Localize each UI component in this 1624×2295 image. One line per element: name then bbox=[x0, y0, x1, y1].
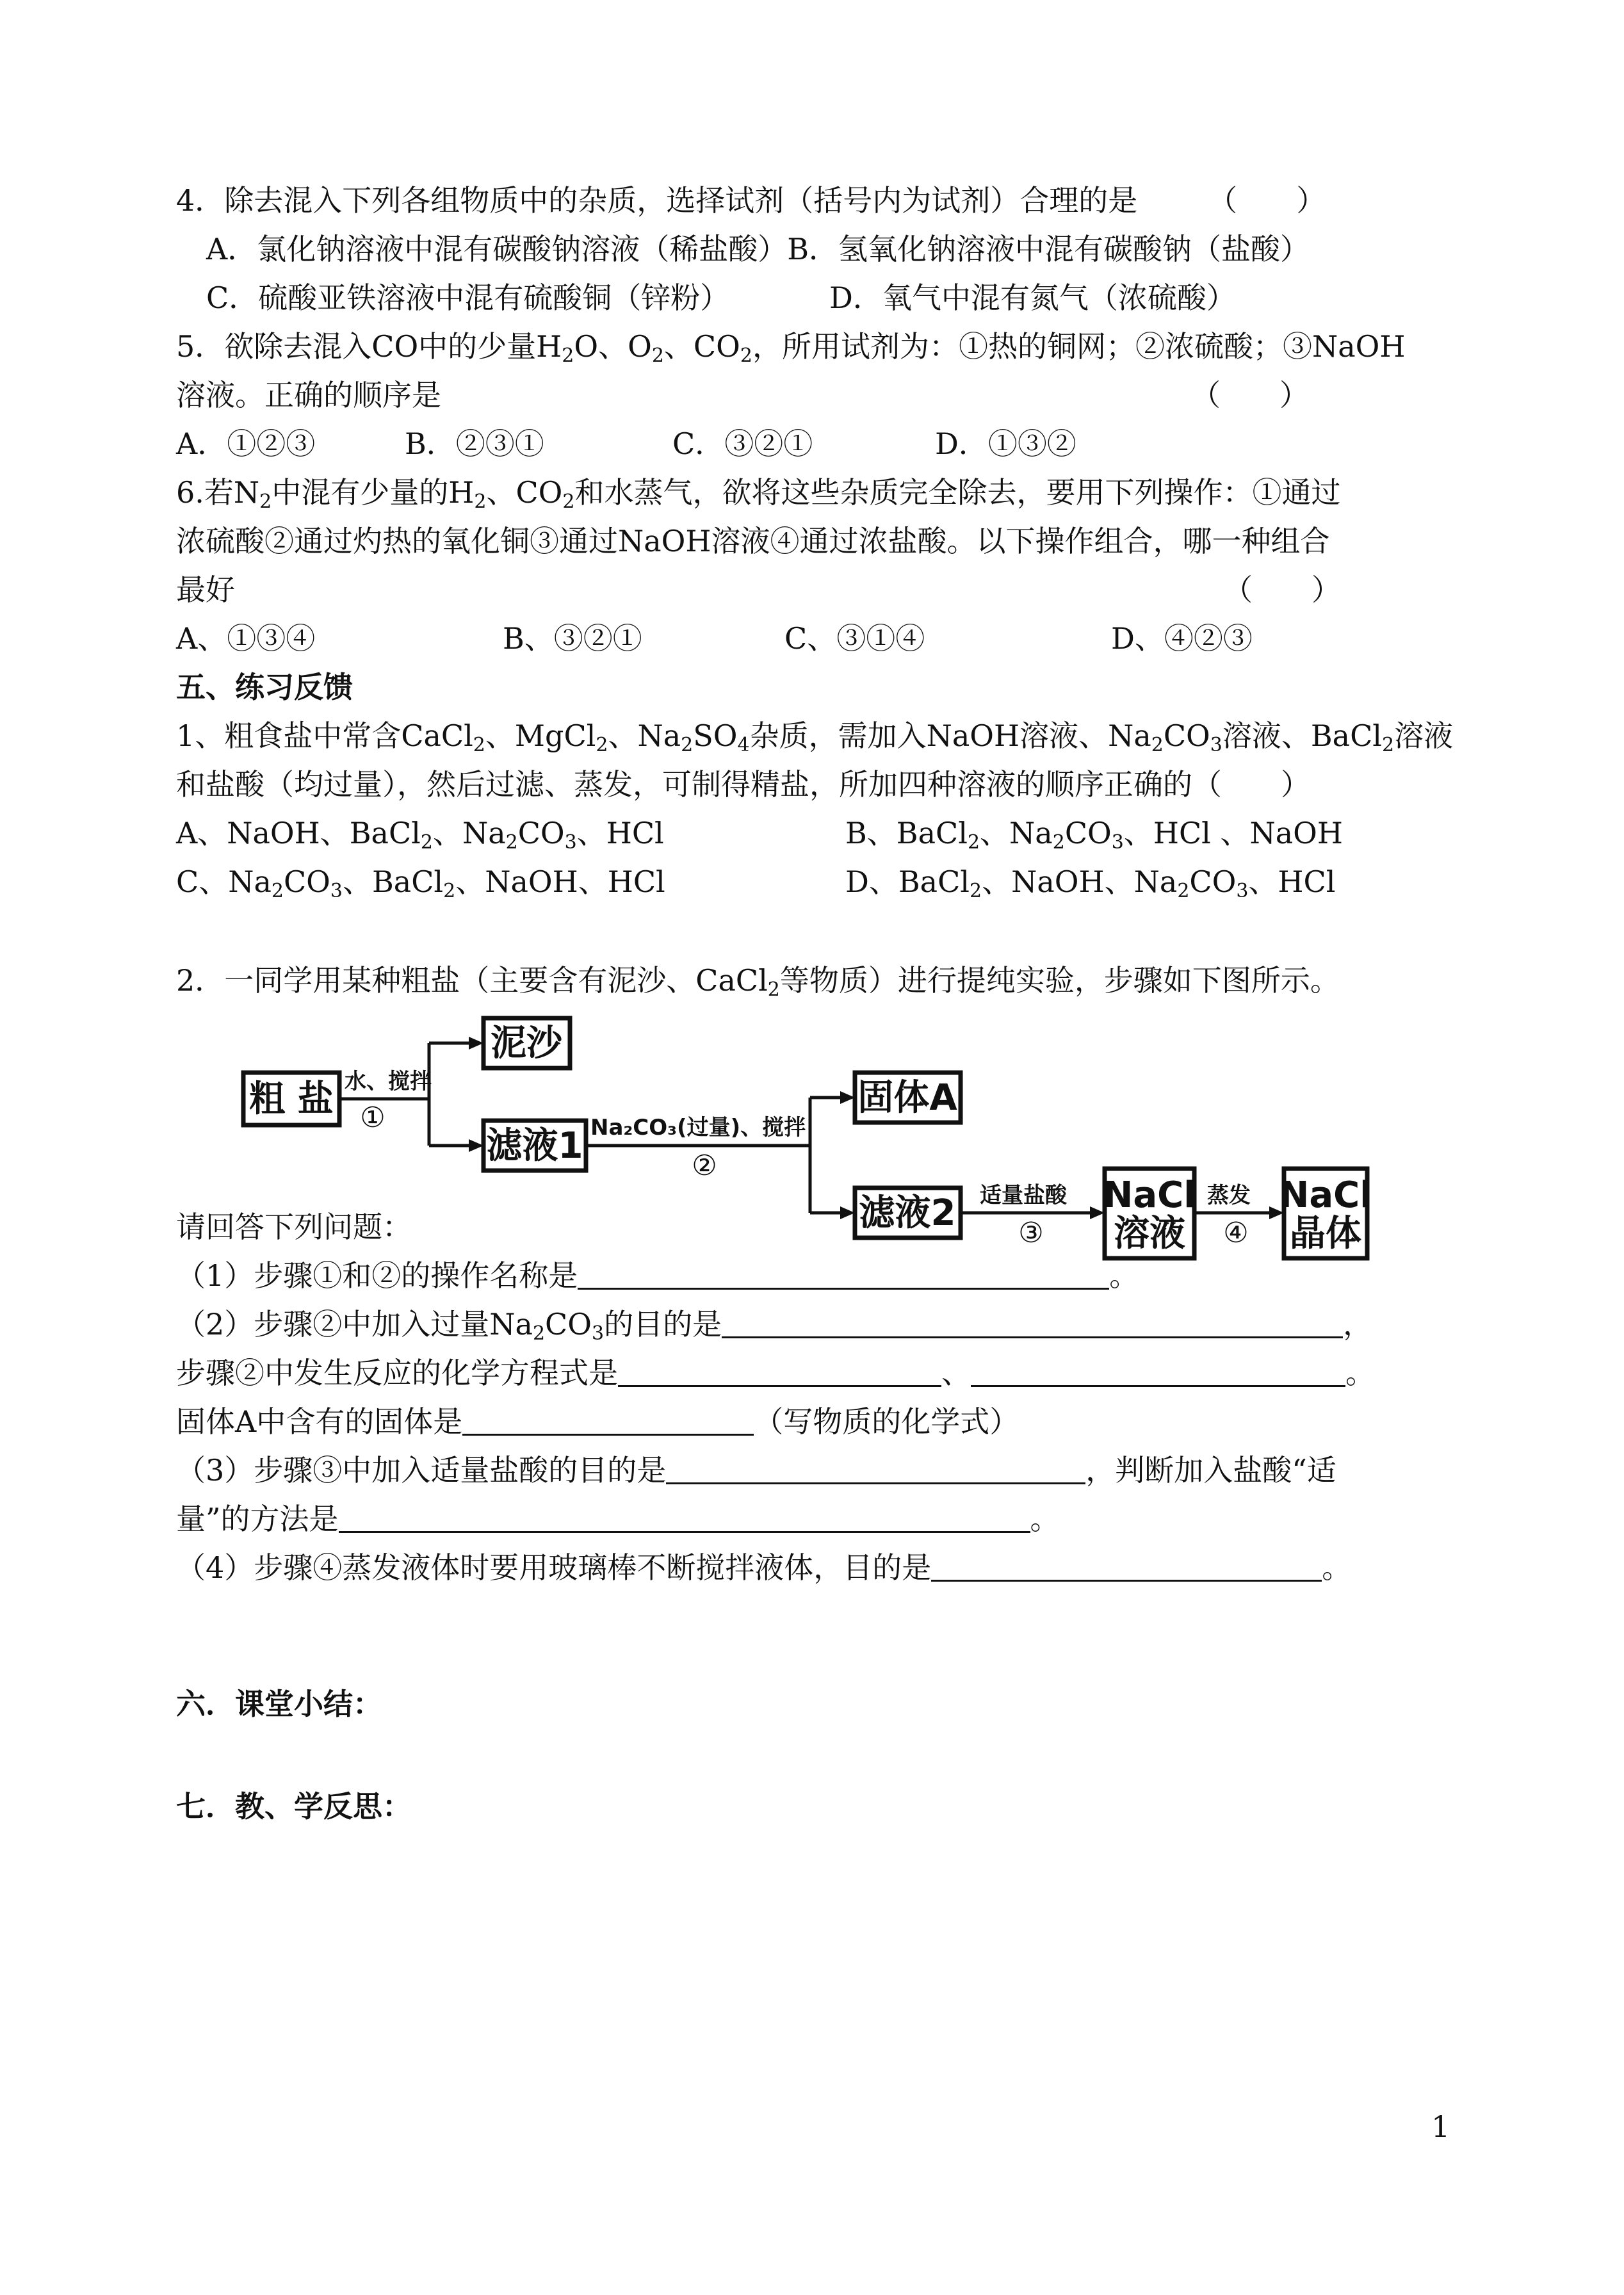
p1-d-3: CO bbox=[1189, 864, 1237, 899]
q5-text-1: 5．欲除去混入CO中的少量H bbox=[176, 329, 562, 364]
p2-q2-equations bbox=[176, 1353, 1375, 1393]
q4-option-c: C．硫酸亚铁溶液中混有硫酸铜（锌粉） bbox=[206, 280, 730, 315]
q5-text-2: O、O bbox=[574, 329, 652, 364]
box-crude-salt-label: 粗 盐 bbox=[249, 1078, 334, 1120]
section-5-heading: 五、练习反馈 bbox=[176, 670, 353, 704]
step-2-marker: ② bbox=[692, 1149, 717, 1182]
p1-b-3: CO bbox=[1064, 816, 1112, 850]
q5-option-c: C．③②① bbox=[672, 426, 813, 461]
q6-stem: 6.若$N_2$中混有少量的$H_2$、$CO_2$和水蒸气，欲将这些杂质完全除去，要用下列操作：①通过 bbox=[176, 475, 1341, 513]
p2-q3-text-1: （3）步骤③中加入适量盐酸的目的是 bbox=[176, 1453, 667, 1488]
step-4-marker: ④ bbox=[1223, 1217, 1249, 1249]
box-filtrate-1-label: 滤液1 bbox=[486, 1125, 583, 1167]
p1-c-4: 、NaOH、HCl bbox=[455, 864, 665, 899]
p1-c-1: C、Na bbox=[176, 864, 272, 899]
p1-a-1: A、NaOH、BaCl bbox=[176, 816, 421, 850]
q6-option-a: A、①③④ bbox=[176, 621, 316, 656]
q6-text-1: 6.若N bbox=[176, 475, 260, 510]
q5-option-b: B．②③① bbox=[405, 426, 544, 461]
q6-option-b: B、③②① bbox=[503, 621, 642, 656]
p2-q3-method-blank[interactable] bbox=[339, 1503, 1030, 1533]
q6-option-c: C、③①④ bbox=[784, 621, 925, 656]
p2-q2-end: ， bbox=[1343, 1307, 1373, 1342]
p1-text-2: 、MgCl bbox=[485, 718, 596, 753]
q4-option-d: D．氧气中混有氮气（浓硫酸） bbox=[829, 280, 1236, 315]
p2-q2-purpose-blank[interactable] bbox=[722, 1308, 1343, 1338]
p1-b-4: 、HCl 、NaOH bbox=[1123, 816, 1343, 850]
q6-option-d: D、④②③ bbox=[1111, 621, 1253, 656]
q5-text-3: 、CO bbox=[663, 329, 740, 364]
q6-line3: 最好 bbox=[176, 572, 235, 607]
p2-q2-eq-text: 步骤②中发生反应的化学方程式是 bbox=[176, 1356, 618, 1390]
q4-option-ab: A．氯化钠溶液中混有碳酸钠溶液（稀盐酸）B．氢氧化钠溶液中混有碳酸钠（盐酸） bbox=[206, 232, 1310, 266]
p2-q3 bbox=[176, 1450, 1336, 1490]
box-nacl-solution-label-1: NaCl bbox=[1103, 1174, 1196, 1216]
p2-stem: 2．一同学用某种粗盐（主要含有泥沙、CaCl$_2$等物质）进行提纯实验，步骤如下图所示。 bbox=[176, 963, 1340, 1001]
box-sand-label: 泥沙 bbox=[491, 1023, 562, 1064]
p1-text-1: 1、粗食盐中常含CaCl bbox=[176, 718, 473, 753]
p2-prompt: 请回答下列问题： bbox=[176, 1210, 412, 1244]
p2-q3-line2 bbox=[176, 1499, 1060, 1539]
p1-text-6: CO bbox=[1163, 718, 1210, 753]
p2-q1-end: 。 bbox=[1109, 1258, 1139, 1293]
q4-stem bbox=[176, 181, 1326, 220]
q6-text-3: 、CO bbox=[486, 475, 563, 510]
p2-q2-eq-sep: 、 bbox=[941, 1356, 971, 1390]
box-filtrate-2-label: 滤液2 bbox=[859, 1192, 956, 1234]
p2-text-1: 2．一同学用某种粗盐（主要含有泥沙、CaCl bbox=[176, 963, 768, 998]
arrow-label-hcl: 适量盐酸 bbox=[980, 1183, 1067, 1208]
p1-text-7: 溶液、BaCl bbox=[1222, 718, 1382, 753]
p1-c-2: CO bbox=[283, 864, 330, 899]
p1-text-8: 溶液 bbox=[1394, 718, 1454, 753]
q5-line2: 溶液。正确的顺序是 bbox=[176, 378, 441, 412]
q5-stem: 5．欲除去混入CO中的少量$H_2O$、$O_2$、$CO_2$，所用试剂为：①热的铜网；②浓硫酸；③NaOH bbox=[176, 329, 1406, 367]
p1-d-2: 、NaOH、Na bbox=[982, 864, 1178, 899]
p1-text-4: SO bbox=[693, 718, 738, 753]
q5-option-a: A．①②③ bbox=[176, 426, 316, 461]
q6-answer-paren: （ ） bbox=[1223, 572, 1341, 607]
p1-a-2: 、Na bbox=[432, 816, 506, 850]
p2-q2-text-1: （2）步骤②中加入过量Na bbox=[176, 1307, 533, 1342]
p1-option-b: B、BaCl$_2$、$Na_2CO_3$、HCl 、NaOH bbox=[845, 816, 1343, 854]
step-3-marker: ③ bbox=[1018, 1217, 1044, 1249]
p2-q1-text: （1）步骤①和②的操作名称是 bbox=[176, 1258, 578, 1293]
p2-text-2: 等物质）进行提纯实验，步骤如下图所示。 bbox=[779, 963, 1340, 998]
q6-line2: 浓硫酸②通过灼热的氧化铜③通过NaOH溶液④通过浓盐酸。以下操作组合，哪一种组合 bbox=[176, 524, 1330, 558]
p2-q2-solid bbox=[176, 1402, 1019, 1441]
page-number: 1 bbox=[1431, 2109, 1450, 2144]
p2-q2-equation-blank-2[interactable] bbox=[971, 1357, 1345, 1387]
p1-c-3: 、BaCl bbox=[342, 864, 444, 899]
p2-q3-purpose-blank[interactable] bbox=[666, 1454, 1085, 1484]
q6-text-2: 中混有少量的H bbox=[272, 475, 475, 510]
arrow-label-na2co3-stir: Na₂CO₃(过量)、搅拌 bbox=[590, 1115, 806, 1140]
section-6-heading: 六．课堂小结： bbox=[176, 1687, 382, 1721]
p2-q2-text-2: CO bbox=[545, 1307, 592, 1342]
p1-stem: 1、粗食盐中常含CaCl$_2$、MgCl$_2$、$Na_2SO_4$杂质，需加入NaOH溶液、$Na_2CO_3$溶液、BaCl$_2$溶液 bbox=[176, 718, 1454, 756]
p2-q3-text-2: ，判断加入盐酸“适 bbox=[1085, 1453, 1336, 1488]
p1-option-a: A、NaOH、BaCl$_2$、$Na_2CO_3$、HCl bbox=[176, 816, 664, 854]
p1-b-1: B、BaCl bbox=[845, 816, 968, 850]
p2-q1 bbox=[176, 1256, 1139, 1295]
q5-answer-paren: （ ） bbox=[1191, 378, 1309, 412]
p1-a-4: 、HCl bbox=[576, 816, 664, 850]
p1-text-3: 、Na bbox=[608, 718, 681, 753]
p2-q4 bbox=[176, 1548, 1351, 1587]
p2-q4-blank[interactable] bbox=[931, 1552, 1322, 1582]
box-nacl-crystal-label-2: 晶体 bbox=[1290, 1213, 1361, 1254]
q4-stem-text: 4．除去混入下列各组物质中的杂质，选择试剂（括号内为试剂）合理的是 bbox=[176, 183, 1138, 218]
p2-q2-eq-end: 。 bbox=[1345, 1356, 1375, 1390]
arrow-label-water-stir: 水、搅拌 bbox=[345, 1069, 432, 1094]
q6-text-4: 和水蒸气，欲将这些杂质完全除去，要用下列操作：①通过 bbox=[574, 475, 1341, 510]
step-1-marker: ① bbox=[360, 1101, 386, 1134]
q5-text-4: ，所用试剂为：①热的铜网；②浓硫酸；③NaOH bbox=[752, 329, 1406, 364]
p1-d-1: D、BaCl bbox=[845, 864, 970, 899]
p1-option-c: C、$Na_2CO_3$、BaCl$_2$、NaOH、HCl bbox=[176, 864, 665, 902]
p2-q4-text: （4）步骤④蒸发液体时要用玻璃棒不断搅拌液体，目的是 bbox=[176, 1550, 932, 1585]
p2-q3-end: 。 bbox=[1030, 1502, 1060, 1536]
box-nacl-crystal-label-1: NaCl bbox=[1279, 1174, 1372, 1216]
p2-q3-text-3: 量”的方法是 bbox=[176, 1502, 339, 1536]
p2-q2-text-3: 的目的是 bbox=[604, 1307, 722, 1342]
q5-option-d: D．①③② bbox=[935, 426, 1076, 461]
section-7-heading: 七．教、学反思： bbox=[176, 1789, 412, 1824]
q4-answer-paren: （ ） bbox=[1208, 183, 1326, 218]
p2-q4-end: 。 bbox=[1322, 1550, 1352, 1585]
box-solid-a-label: 固体A bbox=[857, 1077, 957, 1119]
p2-q2-equation-blank-1[interactable] bbox=[618, 1357, 941, 1387]
p2-q2: （2）步骤②中加入过量$Na_2CO_3$的目的是 ， bbox=[176, 1307, 1373, 1345]
p1-text-5: 杂质，需加入NaOH溶液、Na bbox=[749, 718, 1151, 753]
p2-q2-solid-blank[interactable] bbox=[462, 1406, 754, 1436]
p1-d-4: 、HCl bbox=[1248, 864, 1336, 899]
arrow-label-evaporate: 蒸发 bbox=[1207, 1183, 1251, 1208]
box-nacl-solution-label-2: 溶液 bbox=[1114, 1213, 1185, 1254]
purification-flow-diagram bbox=[237, 1012, 1402, 1287]
p1-option-d: D、BaCl$_2$、NaOH、$Na_2CO_3$、HCl bbox=[845, 864, 1336, 902]
p2-q2-solid-note: （写物质的化学式） bbox=[754, 1404, 1019, 1439]
p2-q1-blank[interactable] bbox=[578, 1260, 1109, 1290]
p1-a-3: CO bbox=[517, 816, 565, 850]
p1-line2: 和盐酸（均过量），然后过滤、蒸发，可制得精盐，所加四种溶液的顺序正确的（ ） bbox=[176, 767, 1310, 802]
p1-b-2: 、Na bbox=[980, 816, 1053, 850]
p2-q2-solid-text: 固体A中含有的固体是 bbox=[176, 1404, 463, 1439]
